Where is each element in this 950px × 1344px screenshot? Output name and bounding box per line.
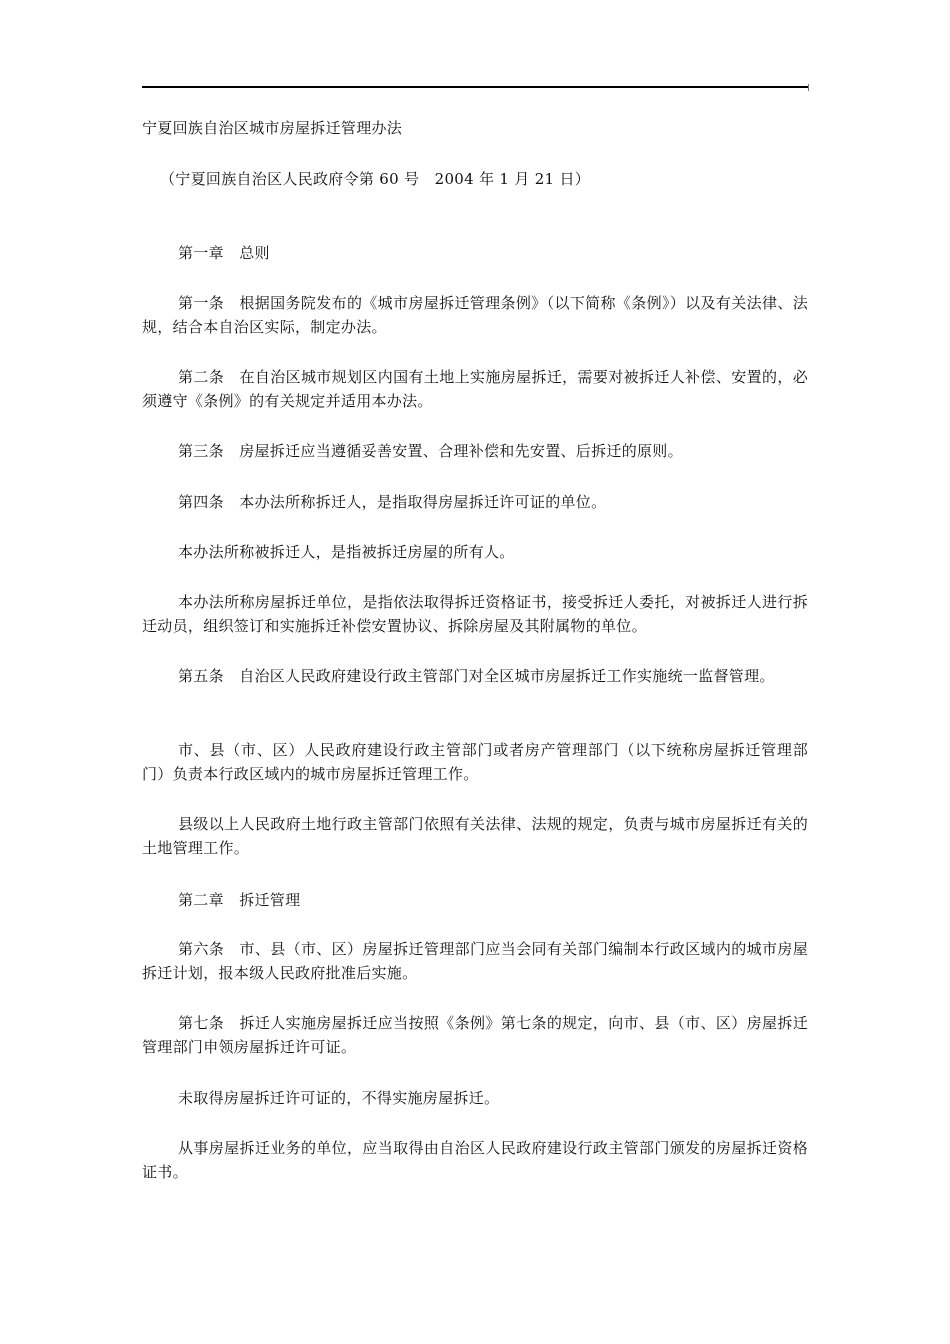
article-5-paragraph-2: 市、县（市、区）人民政府建设行政主管部门或者房产管理部门（以下统称房屋拆迁管理部门）负责本行政区域内的城市房屋拆迁管理工作。 (142, 741, 808, 783)
header-rule (142, 86, 808, 88)
article-5-paragraph-3: 县级以上人民政府土地行政主管部门依照有关法律、法规的规定，负责与城市房屋拆迁有关的土地管理工作。 (142, 815, 808, 857)
document-title: 宁夏回族自治区城市房屋拆迁管理办法 (142, 119, 403, 137)
article-5: 第五条 自治区人民政府建设行政主管部门对全区城市房屋拆迁工作实施统一监督管理。 (178, 667, 775, 685)
article-7-paragraph-3: 从事房屋拆迁业务的单位，应当取得由自治区人民政府建设行政主管部门颁发的房屋拆迁资格证书。 (142, 1139, 808, 1181)
article-2: 第二条 在自治区城市规划区内国有土地上实施房屋拆迁，需要对被拆迁人补偿、安置的，必须遵守《条例》的有关规定并适用本办法。 (142, 368, 808, 410)
article-7: 第七条 拆迁人实施房屋拆迁应当按照《条例》第七条的规定，向市、县（市、区）房屋拆迁管理部门申领房屋拆迁许可证。 (142, 1014, 808, 1056)
article-4-paragraph-3: 本办法所称房屋拆迁单位，是指依法取得拆迁资格证书，接受拆迁人委托，对被拆迁人进行拆迁动员，组织签订和实施拆迁补偿安置协议、拆除房屋及其附属物的单位。 (142, 593, 808, 635)
chapter-heading-1: 第一章 总则 (178, 244, 270, 262)
article-1: 第一条 根据国务院发布的《城市房屋拆迁管理条例》（以下简称《条例》）以及有关法律、法规，结合本自治区实际，制定办法。 (142, 294, 808, 336)
article-3: 第三条 房屋拆迁应当遵循妥善安置、合理补偿和先安置、后拆迁的原则。 (178, 442, 683, 460)
header-rule-tick (808, 84, 809, 91)
document-subtitle: （宁夏回族自治区人民政府令第 60 号 2004 年 1 月 21 日） (160, 170, 591, 188)
article-4-paragraph-2: 本办法所称被拆迁人，是指被拆迁房屋的所有人。 (178, 543, 515, 561)
article-4: 第四条 本办法所称拆迁人，是指取得房屋拆迁许可证的单位。 (178, 493, 607, 511)
article-6: 第六条 市、县（市、区）房屋拆迁管理部门应当会同有关部门编制本行政区域内的城市房屋拆迁计划，报本级人民政府批准后实施。 (142, 940, 808, 982)
chapter-heading-2: 第二章 拆迁管理 (178, 891, 301, 909)
article-7-paragraph-2: 未取得房屋拆迁许可证的，不得实施房屋拆迁。 (178, 1089, 500, 1107)
